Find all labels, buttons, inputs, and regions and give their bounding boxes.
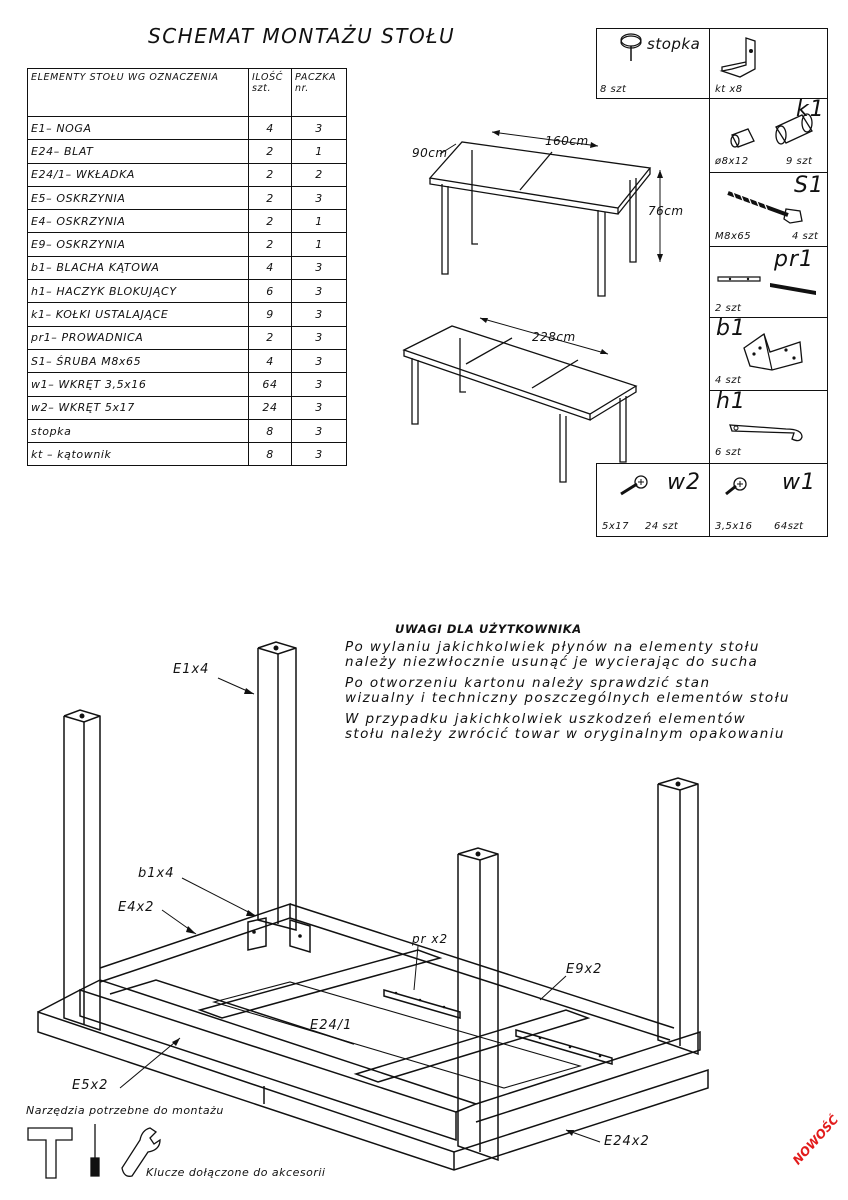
page-title: SCHEMAT MONTAŻU STOŁU [148,24,456,48]
callout-e5: E5x2 [72,1078,109,1093]
row-qty: 24 [249,396,292,419]
header-element: ELEMENTY STOŁU WG OZNACZENIA [28,69,249,117]
row-name: w2– WKRĘT 5x17 [28,396,249,419]
row-qty: 2 [249,233,292,256]
screwdriver-icon [91,1124,99,1176]
dim-length: 160cm [545,134,589,148]
row-name: kt – kątownik [28,443,249,466]
row-qty: 2 [249,163,292,186]
stopka-qty: 8 szt [600,84,627,95]
row-qty: 2 [249,186,292,209]
row-name: S1– ŚRUBA M8x65 [28,349,249,372]
row-name: k1– KOŁKI USTALAJĄCE [28,303,249,326]
stopka-name: stopka [647,35,701,53]
row-name: h1– HACZYK BLOKUJĄCY [28,280,249,303]
hammer-icon [28,1128,72,1178]
dim-height: 76cm [648,204,684,218]
callout-e24-1: E24/1 [310,1018,353,1033]
row-pack: 3 [292,349,347,372]
row-pack: 3 [292,443,347,466]
row-pack: 3 [292,186,347,209]
w1-name: w1 [782,470,816,495]
h1-qty: 6 szt [715,447,742,458]
row-qty: 8 [249,419,292,442]
row-qty: 4 [249,349,292,372]
row-name: E24/1– WKŁADKA [28,163,249,186]
callout-pr: pr x2 [412,932,449,946]
row-name: E4– OSKRZYNIA [28,210,249,233]
row-name: E24– BLAT [28,140,249,163]
dim-width: 90cm [412,146,448,160]
w1-qty: 64szt [774,521,804,532]
s1-name: S1 [794,173,824,198]
row-pack: 1 [292,233,347,256]
tools-label: Narzędzia potrzebne do montażu [26,1104,224,1117]
row-pack: 3 [292,396,347,419]
callout-b1: b1x4 [138,866,175,881]
row-name: pr1– PROWADNICA [28,326,249,349]
header-qty: ILOŚĆ szt. [249,69,292,117]
keys-label: Klucze dołączone do akcesorii [146,1166,326,1179]
w2-name: w2 [667,470,701,495]
row-pack: 3 [292,326,347,349]
row-pack: 1 [292,210,347,233]
row-qty: 6 [249,280,292,303]
row-pack: 3 [292,280,347,303]
callout-e1: E1x4 [173,662,210,677]
w2-qty: 24 szt [645,521,679,532]
callout-e24: E24x2 [604,1134,650,1149]
row-name: E5– OSKRZYNIA [28,186,249,209]
k1-qty: 9 szt [786,156,813,167]
pr1-qty: 2 szt [715,303,742,314]
row-name: stopka [28,419,249,442]
row-qty: 2 [249,210,292,233]
h1-name: h1 [716,389,746,414]
row-qty: 64 [249,373,292,396]
row-pack: 3 [292,419,347,442]
user-notes: UWAGI DLA UŻYTKOWNIKA Po wylaniu jakichkolwiek płynów na elementy stołu należy niezwłocznie usunąć je wycierając do sucha Po otworzeniu kartonu należy sprawdzić stan wizualny i techniczny poszczególnych elementów stołu W przypadku jakichkolwiek uszkodzeń elementów stołu należy zwrócić towar w oryginalnym opakowaniu [345,622,790,742]
row-qty: 4 [249,256,292,279]
s1-qty: 4 szt [792,231,819,242]
pr1-name: pr1 [774,247,815,272]
k1-name: k1 [796,97,825,122]
w2-size: 5x17 [602,521,630,532]
row-pack: 3 [292,117,347,140]
w1-size: 3,5x16 [715,521,753,532]
row-pack: 1 [292,140,347,163]
notes-heading: UWAGI DLA UŻYTKOWNIKA [395,622,582,636]
row-qty: 9 [249,303,292,326]
new-stamp: NOWOŚĆ [790,1112,842,1168]
b1-qty: 4 szt [715,375,742,386]
row-pack: 3 [292,373,347,396]
dim-extended: 228cm [532,330,576,344]
row-pack: 3 [292,303,347,326]
row-qty: 2 [249,140,292,163]
callout-e4: E4x2 [118,900,155,915]
s1-size: M8x65 [715,231,752,242]
callout-e9: E9x2 [566,962,603,977]
row-name: b1– BLACHA KĄTOWA [28,256,249,279]
row-name: w1– WKRĘT 3,5x16 [28,373,249,396]
header-pack: PACZKA nr. [292,69,347,117]
row-qty: 4 [249,117,292,140]
row-qty: 8 [249,443,292,466]
row-name: E9– OSKRZYNIA [28,233,249,256]
row-name: E1– NOGA [28,117,249,140]
row-pack: 3 [292,256,347,279]
row-pack: 2 [292,163,347,186]
kt-qty: kt x8 [715,84,743,95]
k1-size: ø8x12 [715,156,749,167]
row-qty: 2 [249,326,292,349]
b1-name: b1 [716,316,746,341]
